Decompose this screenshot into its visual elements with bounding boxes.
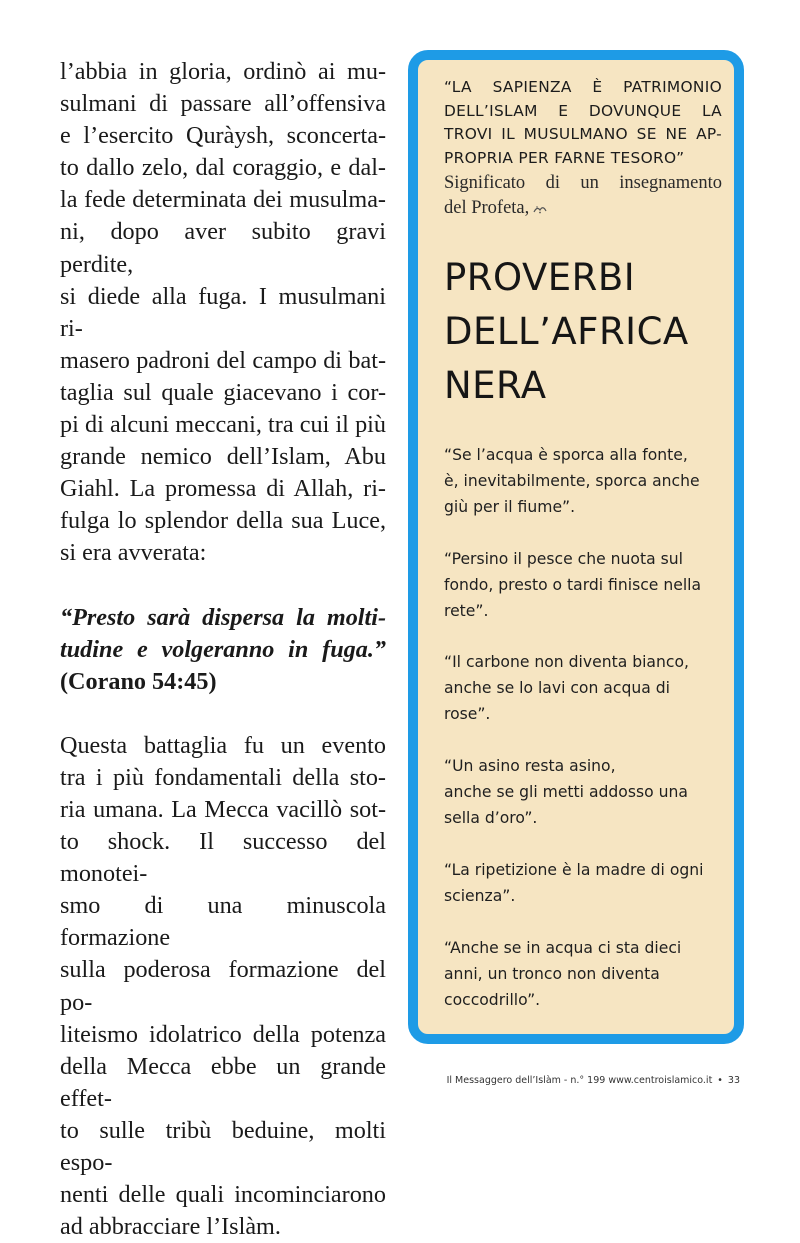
text-line: l’abbia in gloria, ordinò ai mu- [60,58,386,85]
text-line: liteismo idolatrico della potenza [60,1020,386,1048]
text-line: smo di una minuscola formazione [60,892,386,952]
sidebar-title [444,251,722,413]
text-line: to sulle tribù beduine, molti espo- [60,1116,386,1176]
motto-line: DELL’ISLAM E DOVUNQUE LA [444,101,722,120]
text-line: si diede alla fuga. I musulmani ri- [60,282,386,342]
text-line: Questa battaglia fu un evento [60,731,386,759]
proverb-item: “Se l’acqua è sporca alla fonte, è, inevitabilmente, sporca anche giù per il fiume”. [444,446,700,516]
text-line: sulmani di passare all’offensiva [60,90,386,118]
quote-line: “Presto sarà dispersa la molti- [60,603,386,631]
motto-line: “LA SAPIENZA È PATRIMONIO [444,78,722,96]
proverbs-sidebar-box [408,50,744,1044]
proverb-item: “Il carbone non diventa bianco, anche se lo lavi con acqua di rose”. [444,653,689,724]
article-paragraph-1 [60,56,386,570]
proverb-item: “Un asino resta asino, anche se gli metti addosso una sella d’oro”. [444,757,688,827]
motto-source [444,171,722,221]
text-line: ni, dopo aver subito gravi perdite, [60,218,386,278]
sidebar-motto [444,76,722,170]
article-column [60,56,386,1243]
motto-line: PROPRIA PER FARNE TESORO” [444,148,685,167]
text-line: fulga lo splendor della sua Luce, [60,507,386,535]
text-line: to dallo zelo, dal coraggio, e dal- [60,154,386,182]
page-number: 33 [727,1075,740,1086]
text-line: la fede determinata dei musulma- [60,186,386,214]
article-paragraph-2 [60,730,386,1243]
text-line: sulla poderosa formazione del po- [60,956,386,1016]
text-line: Giahl. La promessa di Allah, ri- [60,475,386,503]
text-line: tra i più fondamentali della sto- [60,763,386,791]
publication-info: Il Messaggero dell’Islàm - n.° 199 www.centroislamico.it [446,1075,713,1086]
proverb-item: “Anche se in acqua ci sta dieci anni, un tronco non diventa coccodrillo”. [444,938,682,1009]
proverbs-list [444,443,722,1013]
sidebar-content [444,76,722,1039]
proverb-item: “Persino il pesce che nuota sul fondo, presto o tardi finisce nella rete”. [444,549,702,620]
text-line: nenti delle quali incominciarono [60,1181,386,1209]
quote-line: tudine e volgeranno in fuga.” [60,635,386,663]
motto-source-line: Significato di un insegnamento [444,173,722,193]
title-line: NERA [444,364,547,407]
page-footer [447,1075,740,1086]
motto-line: TROVI IL MUSULMANO SE NE AP- [444,125,722,143]
text-line: della Mecca ebbe un grande effet- [60,1052,386,1112]
text-line: si era avverata: [60,539,207,567]
text-line: taglia sul quale giacevano i cor- [60,378,386,406]
title-line: DELL’AFRICA [444,310,689,353]
motto-source-line: del Profeta, [444,198,530,218]
footer-bullet: • [717,1075,723,1086]
text-line: ria umana. La Mecca vacillò sot- [60,795,386,823]
text-line: masero padroni del campo di bat- [60,346,386,374]
proverb-item: “La ripetizione è la madre di ogni scienza”. [444,860,704,905]
text-line: to shock. Il successo del monotei- [60,828,386,888]
text-line: pi di alcuni meccani, tra cui il più [60,411,386,439]
honorific-calligraphy-icon [533,204,547,214]
text-line: e l’esercito Quràysh, sconcerta- [60,122,386,150]
text-line: ad abbracciare l’Islàm. [60,1213,281,1241]
quote-reference: (Corano 54:45) [60,667,217,695]
quran-quote [60,602,386,698]
text-line: grande nemico dell’Islam, Abu [60,443,386,471]
title-line: PROVERBI [444,256,636,299]
